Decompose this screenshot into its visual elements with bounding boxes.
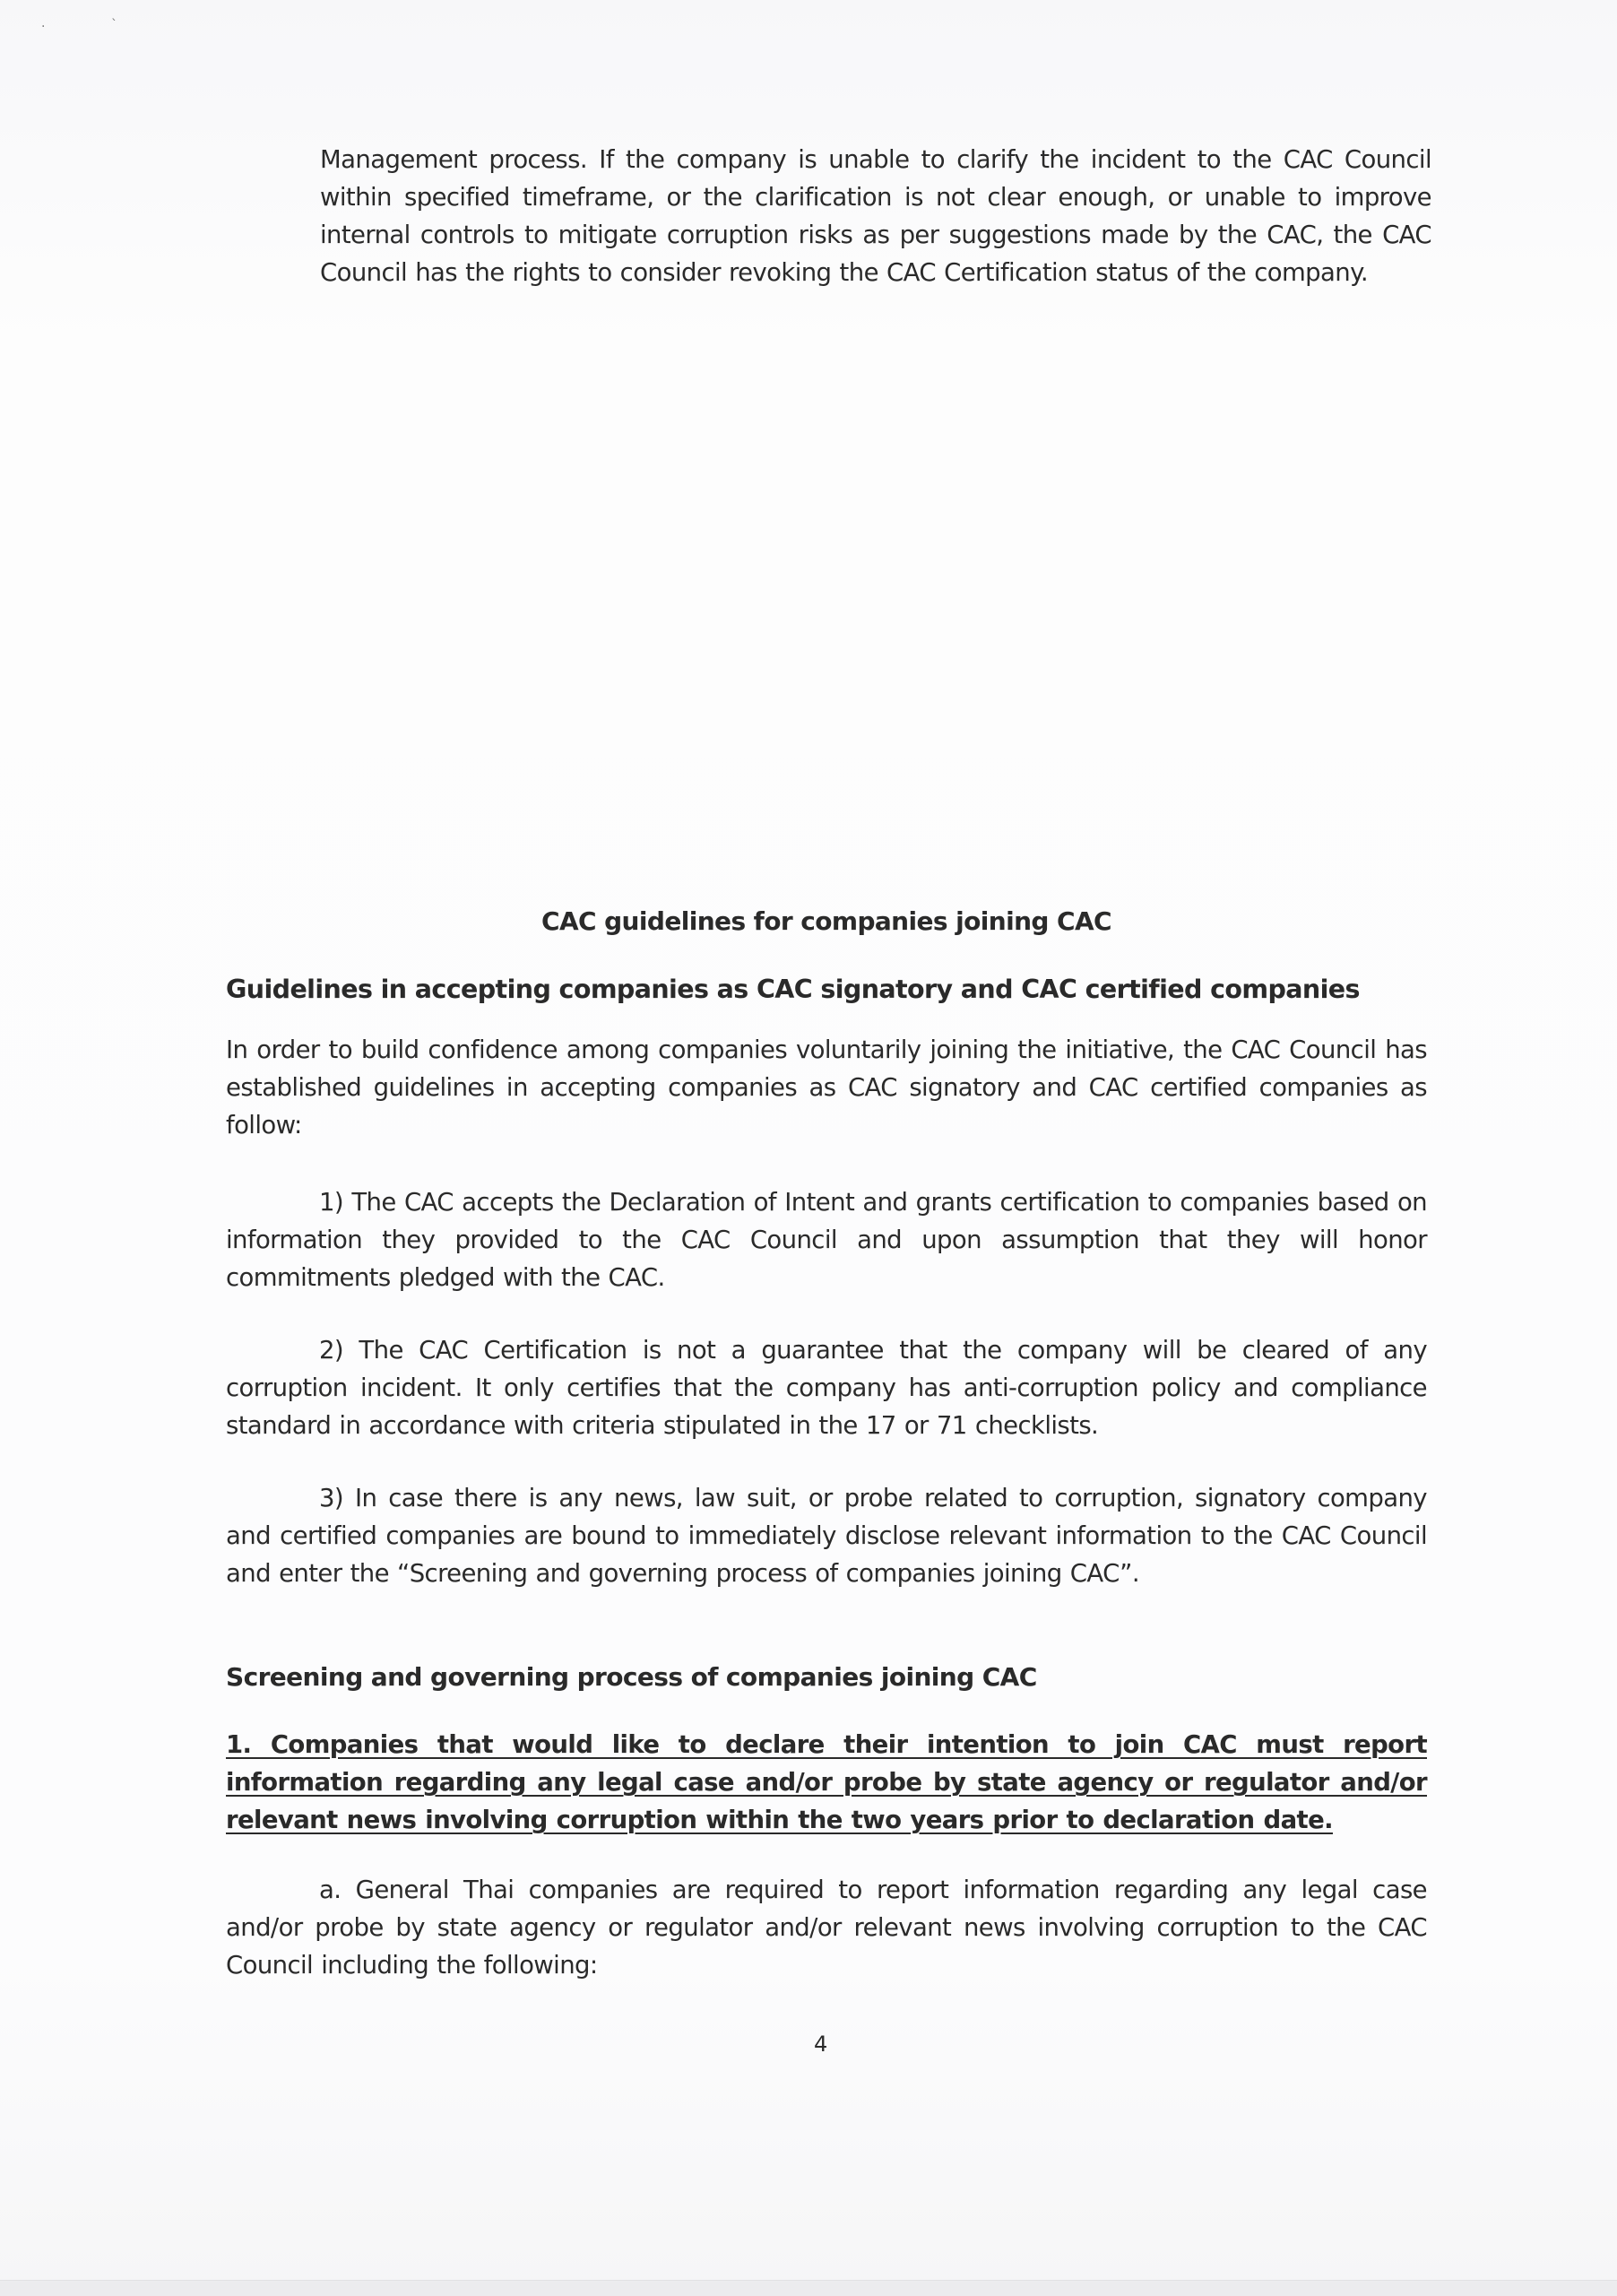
list-item-text: 1) The CAC accepts the Declaration of Intent and grants certification to companies based on information they provided to the CAC Council and upon assumption that they will honor commitments pledged with the CAC. <box>226 1188 1427 1292</box>
scan-speck: ` <box>111 18 117 32</box>
page-number: 4 <box>814 2032 828 2057</box>
intro-text: In order to build confidence among companies voluntarily joining the initiative, the CAC Council has established guidelines in accepting companies as CAC signatory and CAC certified companies as follow: <box>226 1035 1427 1139</box>
scan-bottom-edge <box>0 2280 1617 2296</box>
list-item-text: 3) In case there is any news, law suit, or probe related to corruption, signatory company and certified companies are bound to immediately disclose relevant information to the CAC Council and enter the “Screening and governing process of companies joining CAC”. <box>226 1484 1427 1588</box>
scan-speck: · <box>41 20 46 34</box>
paragraph-text: Management process. If the company is unable to clarify the incident to the CAC Council within specified timeframe, or the clarification is not clear enough, or unable to improve internal controls to mitigate corruption risks as per suggestions made by the CAC, the CAC Council has the rights to consider revoking the CAC Certification status of the company. <box>320 145 1431 287</box>
section1-item-3 <box>226 1479 1427 1592</box>
list-item-text: 2) The CAC Certification is not a guarantee that the company will be cleared of any corruption incident. It only certifies that the company has anti-corruption policy and compliance standard in accordance with criteria stipulated in the 17 or 71 checklists. <box>226 1336 1427 1440</box>
section2-point-1a <box>226 1871 1427 1984</box>
section2-heading: Screening and governing process of companies joining CAC <box>226 1662 1037 1692</box>
section1-heading: Guidelines in accepting companies as CAC signatory and CAC certified companies <box>226 975 1360 1004</box>
section1-item-1 <box>226 1183 1427 1296</box>
section1-item-2 <box>226 1331 1427 1444</box>
sub-item-text: a. General Thai companies are required to report information regarding any legal case and/or probe by state agency or regulator and/or relevant news involving corruption to the CAC Council including the following: <box>226 1876 1427 1980</box>
document-title: CAC guidelines for companies joining CAC <box>541 906 1111 936</box>
underlined-requirement-text: 1. Companies that would like to declare their intention to join CAC must report information regarding any legal case and/or probe by state agency or regulator and/or relevant news involving corruption within the two years prior to declaration date. <box>226 1730 1427 1834</box>
section1-intro <box>226 1031 1427 1144</box>
continuation-paragraph <box>320 141 1431 291</box>
section2-point-1 <box>226 1726 1427 1839</box>
